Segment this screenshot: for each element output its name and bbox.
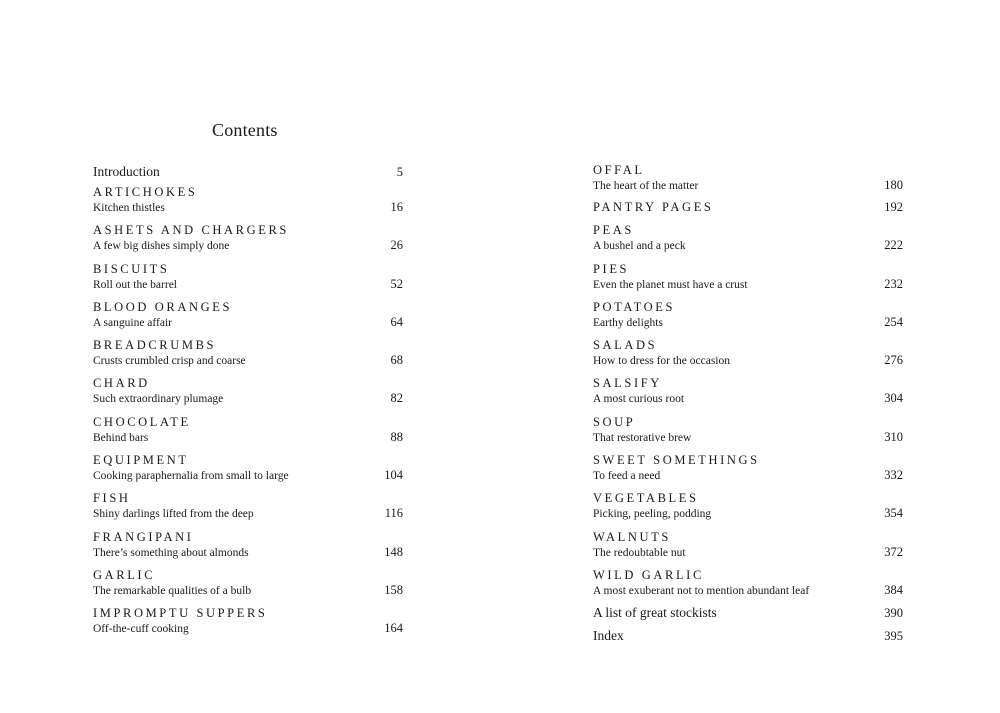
- entry-subtitle: Picking, peeling, podding: [593, 508, 712, 521]
- entry-subtitle: A few big dishes simply done: [93, 240, 230, 253]
- page-number: 82: [390, 391, 403, 406]
- entry-subtitle: A most curious root: [593, 393, 685, 406]
- page-number: 372: [884, 544, 903, 559]
- toc-right-column: [593, 163, 903, 645]
- entry-heading: SOUP: [593, 414, 636, 429]
- entry-subtitle: To feed a need: [593, 470, 661, 483]
- entry-heading: BREADCRUMBS: [93, 338, 217, 353]
- entry-heading: EQUIPMENT: [93, 453, 189, 468]
- page-number: 26: [390, 238, 403, 253]
- page-number: 88: [390, 429, 403, 444]
- entry-heading: VEGETABLES: [593, 491, 699, 506]
- entry-heading: SALADS: [593, 338, 658, 353]
- entry-heading: CHARD: [93, 376, 150, 391]
- entry-title: Index: [593, 627, 624, 643]
- page-number: 104: [384, 468, 403, 483]
- page-number: 276: [884, 353, 903, 368]
- toc-entry[interactable]: [93, 568, 403, 598]
- entry-subtitle: Behind bars: [93, 431, 149, 444]
- toc-entry[interactable]: [93, 491, 403, 521]
- entry-heading: OFFAL: [593, 163, 645, 177]
- toc-entry[interactable]: [593, 338, 903, 368]
- page-number: 354: [884, 506, 903, 521]
- entry-subtitle: A sanguine affair: [93, 316, 172, 329]
- entry-subtitle: Cooking paraphernalia from small to large: [93, 470, 289, 483]
- toc-entry[interactable]: [93, 453, 403, 483]
- entry-heading: SALSIFY: [593, 376, 662, 391]
- page-number: 158: [384, 582, 403, 597]
- page-number: 384: [884, 582, 903, 597]
- entry-subtitle: The heart of the matter: [593, 180, 699, 192]
- page-number: 390: [884, 605, 903, 620]
- toc-entry-index[interactable]: [593, 627, 903, 645]
- entry-subtitle: The remarkable qualities of a bulb: [93, 584, 252, 597]
- entry-subtitle: Such extraordinary plumage: [93, 393, 224, 406]
- toc-entry[interactable]: [593, 163, 903, 193]
- entry-subtitle: A bushel and a peck: [593, 240, 686, 253]
- entry-heading: CHOCOLATE: [93, 414, 191, 429]
- page-number: 52: [390, 276, 403, 291]
- toc-entry[interactable]: [593, 415, 903, 445]
- toc-entry[interactable]: [593, 262, 903, 292]
- entry-title: A list of great stockists: [593, 604, 717, 620]
- entry-subtitle: Earthy delights: [593, 316, 663, 329]
- page-number: 304: [884, 391, 903, 406]
- entry-subtitle: Kitchen thistles: [93, 202, 165, 214]
- toc-entry[interactable]: [93, 530, 403, 560]
- toc-entry[interactable]: [593, 300, 903, 330]
- page-number: 222: [884, 238, 903, 253]
- toc-entry-introduction[interactable]: [93, 163, 403, 181]
- toc-entry[interactable]: [593, 200, 903, 215]
- toc-entry[interactable]: [593, 223, 903, 253]
- entry-heading: GARLIC: [93, 567, 156, 582]
- page-title: Contents: [212, 120, 278, 140]
- entry-subtitle: There’s something about almonds: [93, 546, 249, 559]
- entry-heading: FRANGIPANI: [93, 529, 194, 544]
- entry-heading: PIES: [593, 261, 630, 276]
- entry-subtitle: Shiny darlings lifted from the deep: [93, 508, 254, 521]
- page-number: 148: [384, 544, 403, 559]
- toc-entry[interactable]: [593, 568, 903, 598]
- page-number: 232: [884, 276, 903, 291]
- page-number: 16: [390, 200, 403, 214]
- page-number: 5: [396, 165, 403, 179]
- entry-subtitle: Even the planet must have a crust: [593, 278, 748, 291]
- entry-heading: BISCUITS: [93, 261, 170, 276]
- entry-heading: ASHETS AND CHARGERS: [93, 223, 289, 238]
- page-number: 192: [884, 200, 903, 214]
- toc-entry[interactable]: [93, 606, 403, 636]
- entry-subtitle: Crusts crumbled crisp and coarse: [93, 355, 246, 368]
- page-number: 68: [390, 353, 403, 368]
- entry-subtitle: That restorative brew: [593, 431, 692, 444]
- entry-heading: WALNUTS: [593, 529, 671, 544]
- entry-heading: POTATOES: [593, 299, 676, 314]
- entry-heading: PANTRY PAGES: [593, 200, 714, 214]
- toc-entry[interactable]: [93, 338, 403, 368]
- entry-heading: IMPROMPTU SUPPERS: [93, 606, 268, 621]
- page-number: 180: [884, 178, 903, 192]
- toc-left-column: [93, 163, 403, 636]
- toc-entry[interactable]: [93, 415, 403, 445]
- toc-entry[interactable]: [93, 185, 403, 215]
- entry-heading: ARTICHOKES: [93, 185, 198, 199]
- entry-heading: WILD GARLIC: [593, 567, 704, 582]
- toc-entry[interactable]: [593, 453, 903, 483]
- toc-entry[interactable]: [93, 300, 403, 330]
- entry-subtitle: Off-the-cuff cooking: [93, 623, 189, 636]
- entry-heading: PEAS: [593, 223, 634, 238]
- toc-entry[interactable]: [93, 376, 403, 406]
- entry-heading: FISH: [93, 491, 131, 506]
- page-number: 116: [384, 506, 403, 521]
- entry-subtitle: A most exuberant not to mention abundant leaf: [593, 584, 810, 597]
- page-number: 395: [884, 628, 903, 643]
- entry-subtitle: The redoubtable nut: [593, 546, 686, 559]
- toc-entry[interactable]: [93, 262, 403, 292]
- toc-entry[interactable]: [593, 376, 903, 406]
- entry-heading: SWEET SOMETHINGS: [593, 453, 760, 468]
- page-number: 310: [884, 429, 903, 444]
- page-number: 164: [384, 621, 403, 636]
- page-number: 64: [390, 314, 403, 329]
- toc-entry[interactable]: [93, 223, 403, 253]
- toc-entry-stockists[interactable]: [593, 604, 903, 622]
- entry-subtitle: How to dress for the occasion: [593, 355, 731, 368]
- page-number: 254: [884, 314, 903, 329]
- entry-title: Introduction: [93, 164, 160, 179]
- toc-entry[interactable]: [593, 491, 903, 521]
- entry-subtitle: Roll out the barrel: [93, 278, 177, 291]
- toc-entry[interactable]: [593, 530, 903, 560]
- page-number: 332: [884, 468, 903, 483]
- entry-heading: BLOOD ORANGES: [93, 299, 233, 314]
